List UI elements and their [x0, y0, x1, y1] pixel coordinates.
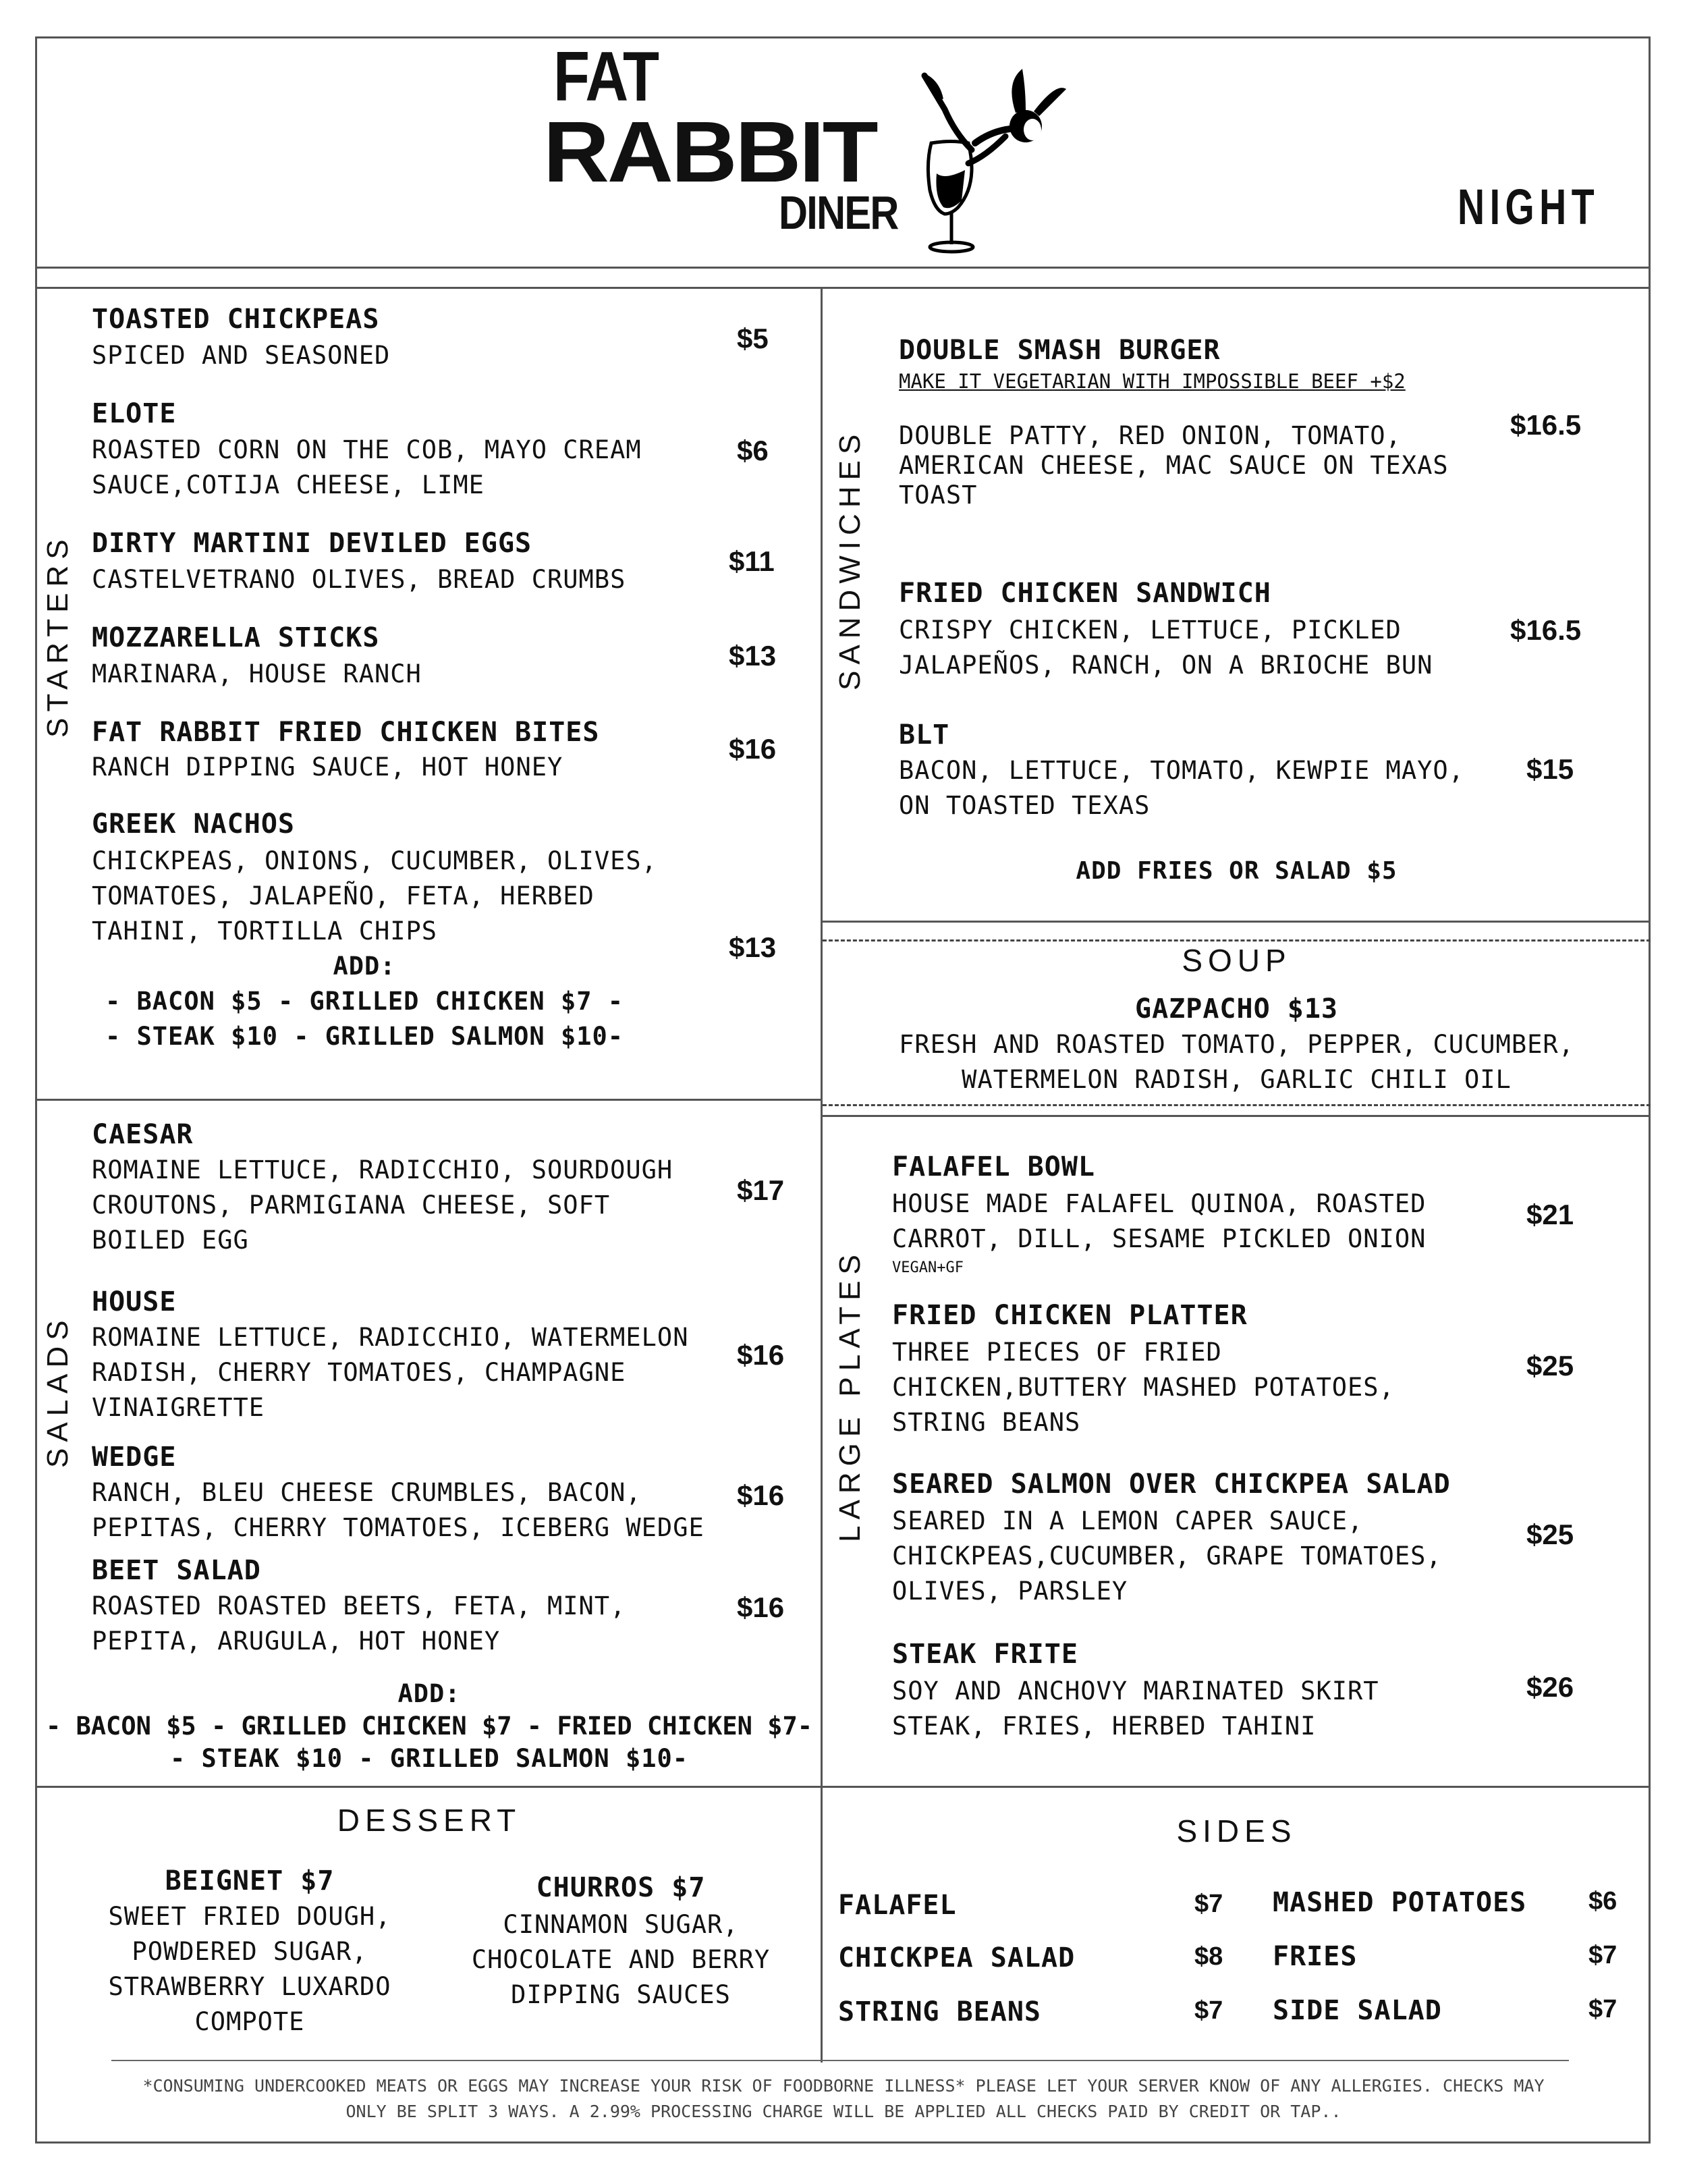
section-label-dessert: DESSERT	[337, 1803, 522, 1838]
starters-salads-divider	[35, 1099, 822, 1101]
item-name: CAESAR	[92, 1119, 194, 1150]
logo-rabbit: RABBIT	[543, 104, 877, 200]
item-desc: BOILED EGG	[92, 1226, 249, 1255]
item-name: FAT RABBIT FRIED CHICKEN BITES	[92, 717, 600, 748]
logo-fat: FAT	[553, 38, 659, 116]
header-divider-top	[35, 267, 1651, 269]
section-label-salads: SALADS	[41, 1314, 74, 1468]
item-price: $26	[1526, 1671, 1574, 1703]
item-name: TOASTED CHICKPEAS	[92, 304, 380, 335]
item-name: GREEK NACHOS	[92, 809, 295, 840]
item-price: $16.5	[1510, 614, 1582, 646]
item-desc: SWEET FRIED DOUGH,	[108, 1902, 391, 1931]
item-desc: TOMATOES, JALAPEÑO, FETA, HERBED	[92, 881, 594, 910]
item-price: $21	[1526, 1199, 1574, 1230]
item-desc: SEARED IN A LEMON CAPER SAUCE,	[892, 1506, 1364, 1535]
side-name: FRIES	[1273, 1941, 1358, 1972]
addons-line: - BACON $5 - GRILLED CHICKEN $7 -	[105, 987, 624, 1016]
item-price: $16	[729, 733, 777, 765]
item-price: $16	[737, 1339, 785, 1371]
item-desc: SAUCE,COTIJA CHEESE, LIME	[92, 470, 485, 499]
soup-desc: FRESH AND ROASTED TOMATO, PEPPER, CUCUMBER,	[899, 1030, 1574, 1059]
disclaimer-line: *CONSUMING UNDERCOOKED MEATS OR EGGS MAY INCREASE YOUR RISK OF FOODBORNE ILLNESS* PLEASE LET YOUR SERVER KNOW OF ANY ALLERGIES. CHECKS MAY	[142, 2076, 1545, 2096]
soup-dash-top	[823, 939, 1651, 941]
item-desc: PEPITA, ARUGULA, HOT HONEY	[92, 1627, 501, 1656]
item-name: SEARED SALMON OVER CHICKPEA SALAD	[892, 1469, 1451, 1500]
item-desc: CRISPY CHICKEN, LETTUCE, PICKLED	[899, 616, 1402, 645]
item-price: $6	[737, 435, 769, 466]
section-label-sides: SIDES	[1176, 1813, 1297, 1849]
item-name: DOUBLE SMASH BURGER	[899, 335, 1221, 366]
item-desc: BACON, LETTUCE, TOMATO, KEWPIE MAYO,	[899, 756, 1464, 785]
item-desc: RANCH DIPPING SAUCE, HOT HONEY	[92, 753, 563, 782]
item-price: $16	[737, 1479, 785, 1511]
addons-line: - BACON $5 - GRILLED CHICKEN $7 - FRIED CHICKEN $7-	[45, 1712, 813, 1741]
bottom-section-divider	[35, 1786, 1651, 1788]
addons-label: ADD:	[397, 1679, 461, 1708]
side-price: $7	[1194, 1996, 1223, 2025]
item-desc: RADISH, CHERRY TOMATOES, CHAMPAGNE	[92, 1358, 626, 1387]
item-desc: POWDERED SUGAR,	[132, 1937, 368, 1966]
item-name: HOUSE	[92, 1286, 177, 1317]
item-desc: CINNAMON SUGAR,	[503, 1910, 739, 1939]
item-desc: ROMAINE LETTUCE, RADICCHIO, SOURDOUGH	[92, 1155, 673, 1184]
header-divider-bottom	[35, 287, 1651, 289]
soup-desc: WATERMELON RADISH, GARLIC CHILI OIL	[962, 1065, 1512, 1094]
section-label-starters: STARTERS	[41, 533, 74, 738]
item-desc: OLIVES, PARSLEY	[892, 1577, 1128, 1606]
item-desc: DOUBLE PATTY, RED ONION, TOMATO,	[899, 421, 1402, 450]
item-name: BEIGNET $7	[165, 1865, 335, 1896]
item-desc: AMERICAN CHEESE, MAC SAUCE ON TEXAS	[899, 451, 1449, 480]
sandwich-addon: ADD FRIES OR SALAD $5	[1076, 857, 1398, 885]
item-name: DIRTY MARTINI DEVILED EGGS	[92, 528, 532, 559]
item-desc: CHICKEN,BUTTERY MASHED POTATOES,	[892, 1373, 1395, 1402]
soup-plates-divider	[823, 1115, 1651, 1117]
item-desc: CROUTONS, PARMIGIANA CHEESE, SOFT	[92, 1191, 611, 1220]
item-name: BEET SALAD	[92, 1555, 261, 1586]
item-desc: CHICKPEAS, ONIONS, CUCUMBER, OLIVES,	[92, 846, 657, 875]
center-divider	[821, 289, 823, 2063]
item-price: $16.5	[1510, 409, 1582, 441]
item-desc: SOY AND ANCHOVY MARINATED SKIRT	[892, 1676, 1379, 1705]
side-price: $6	[1588, 1887, 1617, 1915]
item-name: FALAFEL BOWL	[892, 1151, 1095, 1182]
item-tag: VEGAN+GF	[892, 1259, 964, 1276]
item-desc: ROASTED ROASTED BEETS, FETA, MINT,	[92, 1591, 626, 1620]
section-label-soup: SOUP	[1182, 943, 1292, 978]
addons-line: - STEAK $10 - GRILLED SALMON $10-	[169, 1744, 689, 1773]
item-desc: DIPPING SAUCES	[511, 1980, 731, 2009]
side-name: SIDE SALAD	[1273, 1995, 1442, 2026]
item-name: FRIED CHICKEN PLATTER	[892, 1300, 1248, 1331]
item-desc: JALAPEÑOS, RANCH, ON A BRIOCHE BUN	[899, 651, 1433, 680]
item-desc: CARROT, DILL, SESAME PICKLED ONION	[892, 1224, 1427, 1253]
item-desc: ROASTED CORN ON THE COB, MAYO CREAM	[92, 435, 642, 464]
side-name: STRING BEANS	[838, 1996, 1041, 2027]
side-price: $8	[1194, 1942, 1223, 1971]
item-desc: RANCH, BLEU CHEESE CRUMBLES, BACON,	[92, 1478, 642, 1507]
bunny-cocktail-icon	[904, 62, 1093, 258]
section-label-sandwiches: SANDWICHES	[833, 428, 866, 690]
side-name: FALAFEL	[838, 1890, 957, 1921]
item-desc: CHOCOLATE AND BERRY	[471, 1945, 771, 1974]
item-desc: HOUSE MADE FALAFEL QUINOA, ROASTED	[892, 1189, 1427, 1218]
footer-rule	[111, 2060, 1569, 2061]
item-price: $16	[737, 1591, 785, 1623]
item-price: $13	[729, 931, 777, 963]
item-price: $11	[729, 545, 775, 577]
item-name: BLT	[899, 719, 950, 750]
addons-line: - STEAK $10 - GRILLED SALMON $10-	[105, 1022, 624, 1051]
item-name: ELOTE	[92, 398, 177, 429]
item-price: $13	[729, 640, 777, 672]
side-price: $7	[1194, 1890, 1223, 1918]
side-price: $7	[1588, 1941, 1617, 1969]
item-desc: PEPITAS, CHERRY TOMATOES, ICEBERG WEDGE	[92, 1513, 704, 1542]
item-name: MOZZARELLA STICKS	[92, 622, 380, 653]
item-note: MAKE IT VEGETARIAN WITH IMPOSSIBLE BEEF +$2	[899, 370, 1406, 393]
item-desc: ON TOASTED TEXAS	[899, 791, 1151, 820]
item-price: $17	[737, 1174, 785, 1206]
item-desc: STRING BEANS	[892, 1408, 1081, 1437]
side-name: MASHED POTATOES	[1273, 1887, 1527, 1918]
section-label-large-plates: LARGE PLATES	[833, 1249, 866, 1542]
item-desc: SPICED AND SEASONED	[92, 341, 391, 370]
item-desc: CASTELVETRANO OLIVES, BREAD CRUMBS	[92, 565, 626, 594]
item-name: WEDGE	[92, 1442, 177, 1473]
item-desc: CHICKPEAS,CUCUMBER, GRAPE TOMATOES,	[892, 1541, 1442, 1571]
item-name: FRIED CHICKEN SANDWICH	[899, 578, 1271, 609]
addons-label: ADD:	[333, 952, 396, 981]
item-name: STEAK FRITE	[892, 1639, 1078, 1670]
item-desc: TOAST	[899, 481, 978, 510]
side-name: CHICKPEA SALAD	[838, 1942, 1076, 1973]
item-price: $25	[1526, 1350, 1574, 1382]
item-desc: TAHINI, TORTILLA CHIPS	[92, 917, 438, 946]
menu-label-night: NIGHT	[1458, 179, 1600, 235]
item-desc: MARINARA, HOUSE RANCH	[92, 659, 422, 688]
item-desc: STRAWBERRY LUXARDO	[108, 1972, 391, 2001]
item-desc: THREE PIECES OF FRIED	[892, 1338, 1222, 1367]
item-price: $5	[737, 323, 769, 354]
item-desc: STEAK, FRIES, HERBED TAHINI	[892, 1712, 1317, 1741]
item-desc: COMPOTE	[194, 2007, 305, 2036]
item-price: $25	[1526, 1519, 1574, 1550]
soup-dash-bottom	[823, 1104, 1651, 1106]
item-price: $15	[1526, 753, 1574, 785]
item-desc: VINAIGRETTE	[92, 1393, 265, 1422]
side-price: $7	[1588, 1995, 1617, 2023]
disclaimer-line: ONLY BE SPLIT 3 WAYS. A 2.99% PROCESSING CHARGE WILL BE APPLIED ALL CHECKS PAID BY CREDIT OR TAP..	[345, 2102, 1342, 2121]
item-desc: ROMAINE LETTUCE, RADICCHIO, WATERMELON	[92, 1323, 689, 1352]
item-name: CHURROS $7	[536, 1872, 706, 1903]
soup-name: GAZPACHO $13	[1135, 993, 1338, 1025]
logo-diner: DINER	[779, 186, 898, 239]
sandwich-soup-divider	[823, 921, 1651, 923]
